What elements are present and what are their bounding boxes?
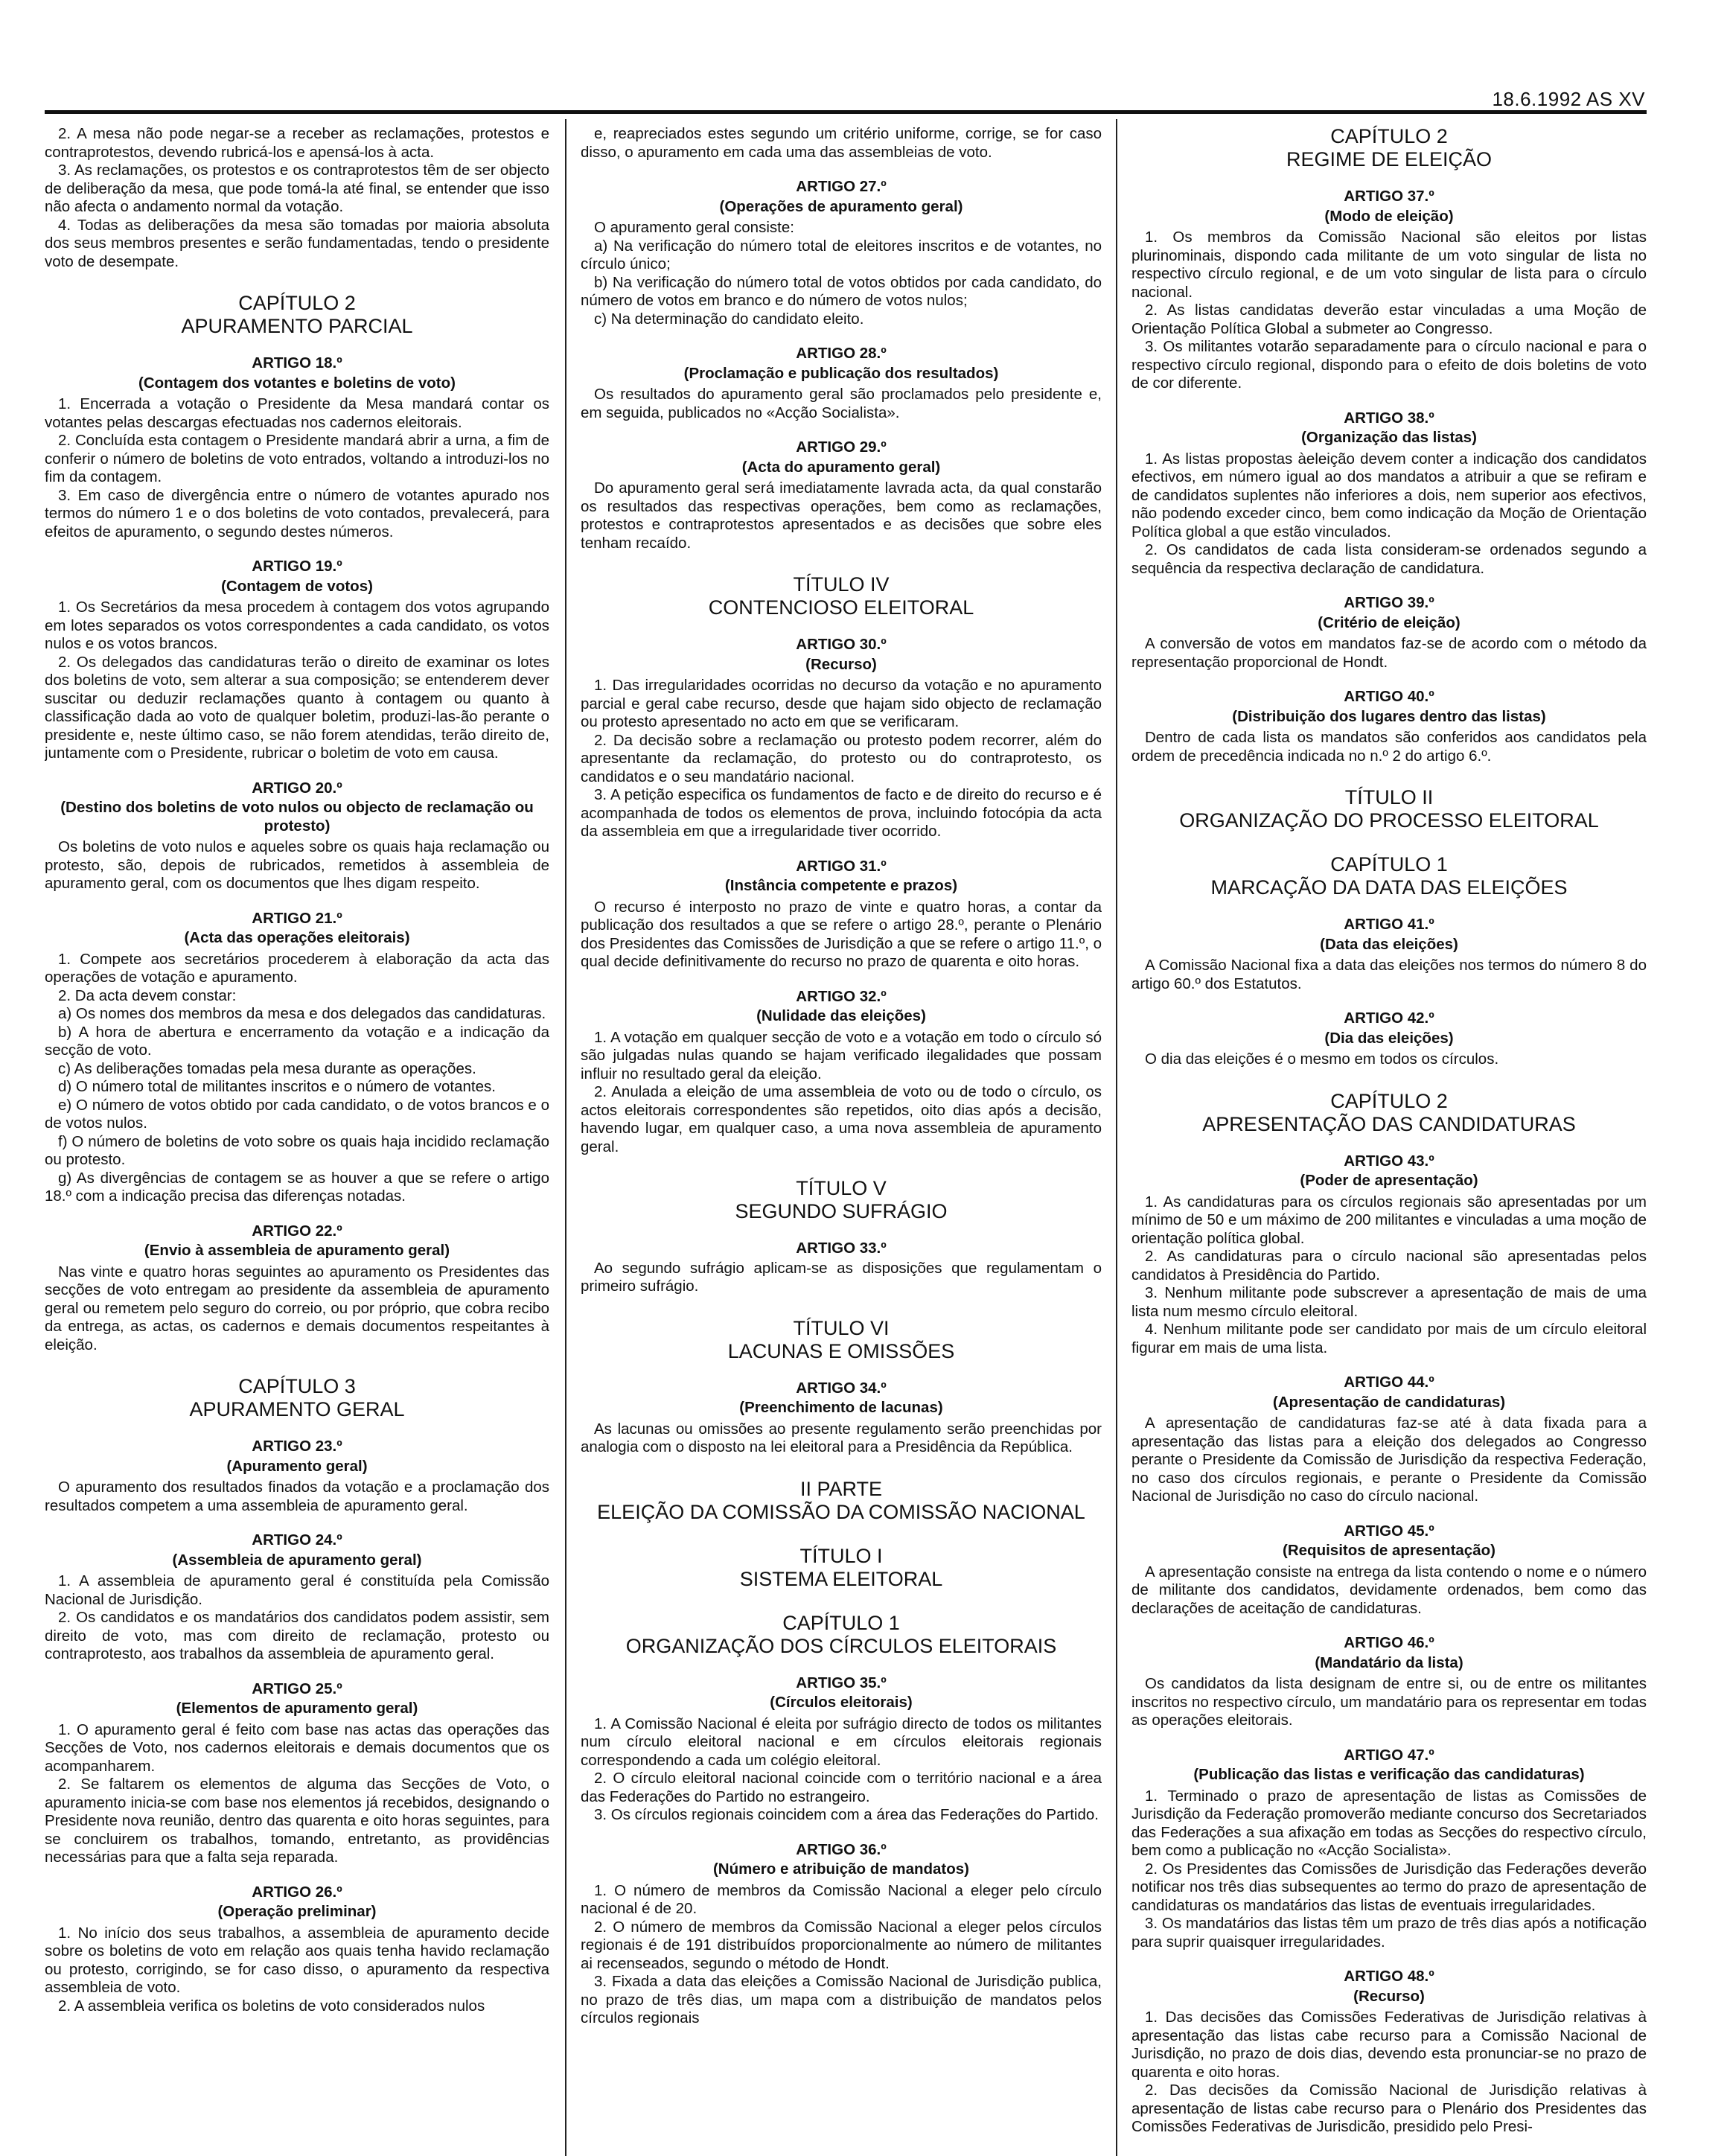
article — [45, 910, 549, 1206]
text-column-3 — [1131, 125, 1647, 2149]
paragraph: 2. A mesa não pode negar-se a receber as reclamações, protestos e contraprotestos, devendo rubricá-los e apensá-los à acta. — [45, 125, 549, 161]
heading-line: APRESENTAÇÃO DAS CANDIDATURAS — [1202, 1112, 1576, 1135]
article — [1131, 1634, 1647, 1730]
article — [45, 1222, 549, 1355]
paragraph: 1. Os membros da Comissão Nacional são eleitos por listas plurinominais, dispondo cada militante de um voto singular de lista no respectivo círculo regional, e de um voto singular de lista para o círculo nacional. — [1131, 229, 1647, 301]
paragraph: As lacunas ou omissões ao presente regulamento serão preenchidas por analogia com o disposto na lei eleitoral para a Presidência da República. — [581, 1420, 1102, 1455]
article-number: ARTIGO 48.º — [1344, 1968, 1434, 1985]
article — [581, 1674, 1102, 1825]
section-heading — [1131, 786, 1647, 832]
paragraph: c) As deliberações tomadas pela mesa durante as operações. — [58, 1059, 476, 1077]
article — [1131, 688, 1647, 765]
heading-line: SISTEMA ELEITORAL — [739, 1567, 943, 1590]
article — [1131, 1374, 1647, 1506]
paragraph: O dia das eleições é o mesmo em todos os círculos. — [1145, 1050, 1499, 1068]
section-heading — [1131, 125, 1647, 171]
article-number: ARTIGO 18.º — [252, 354, 342, 371]
text-column-1 — [45, 125, 549, 2149]
article-number: ARTIGO 23.º — [252, 1438, 342, 1455]
article-number: ARTIGO 22.º — [252, 1222, 342, 1240]
paragraph: 2. Das decisões da Comissão Nacional de Jurisdição relativas à apresentação de listas cabe recurso para o Plenário dos Presidentes das Comissões Federativas de Jurisdicão, presidido pelo Presi- — [1131, 2082, 1647, 2135]
paragraph: f) O número de boletins de voto sobre os quais haja incidido reclamação ou protesto. — [45, 1132, 549, 1168]
article-title: (Preenchimento de lacunas) — [739, 1399, 943, 1416]
article-number: ARTIGO 46.º — [1344, 1634, 1434, 1651]
paragraph: 2. As listas candidatas deverão estar vinculadas a uma Moção de Orientação Política Global a submeter ao Congresso. — [1131, 302, 1647, 337]
article-number: ARTIGO 30.º — [796, 636, 887, 653]
paragraph: Os boletins de voto nulos e aqueles sobre os quais haja reclamação ou protesto, são, depois de rubricados, remetidos à assembleia de apuramento geral, com os documentos que lhes digam respeito. — [45, 838, 549, 892]
article-title: (Nulidade das eleições) — [756, 1007, 926, 1024]
paragraph: 1. A assembleia de apuramento geral é constituída pela Comissão Nacional de Jurisdição. — [45, 1572, 549, 1608]
paragraph: 2. Os candidatos e os mandatários dos candidatos podem assistir, sem direito de voto, mas com direito de reclamação, protesto ou contraprotesto, aos trabalhos da assembleia de apuramento geral. — [45, 1609, 549, 1662]
paragraph: 1. Os Secretários da mesa procedem à contagem dos votos agrupando em lotes separados os votos correspondentes a cada candidato, os votos nulos e os votos brancos. — [45, 599, 549, 652]
section-heading — [45, 292, 549, 338]
heading-line: CAPÍTULO 2 — [1330, 1089, 1448, 1112]
article-number: ARTIGO 43.º — [1344, 1152, 1434, 1170]
paragraph: 2. Se faltarem os elementos de alguma das Secções de Voto, o apuramento inicia-se com base nos elementos já recebidos, designando o Presidente nova reunião, dentro das quarenta e oito horas seguintes, para se concluirem os trabalhos, tomando, entretanto, as providências necessárias para que a falta seja reparada. — [45, 1776, 549, 1866]
article-number: ARTIGO 21.º — [252, 909, 342, 927]
article-number: ARTIGO 42.º — [1344, 1010, 1434, 1027]
paragraph: 3. A petição especifica os fundamentos de facto e de direito do recurso e é acompanhada de todos os elementos de prova, incluindo fotocópia da acta da assembleia em que a irregularidade tiver ocorrido. — [581, 786, 1102, 840]
paragraph: Os resultados do apuramento geral são proclamados pelo presidente e, em seguida, publicados no «Acção Socialista». — [581, 386, 1102, 421]
article-number: ARTIGO 29.º — [796, 438, 887, 456]
column-divider — [565, 119, 566, 2156]
paragraph: 3. Os militantes votarão separadamente para o círculo nacional e para o respectivo círculo regional, dispondo para o efeito de dois boletins de voto de cor diferente. — [1131, 338, 1647, 392]
article-number: ARTIGO 44.º — [1344, 1374, 1434, 1391]
paragraph: 1. No início dos seus trabalhos, a assembleia de apuramento decide sobre os boletins de voto em relação aos quais tenha havido reclamação ou protesto, corrigindo, se for caso disso, o apuramento da respectiva assembleia de voto. — [45, 1924, 549, 1996]
heading-line: CAPÍTULO 1 — [782, 1611, 900, 1634]
article-title: (Contagem de votos) — [221, 577, 373, 595]
paragraph: O apuramento dos resultados finados da votação e a proclamação dos resultados competem a uma assembleia de apuramento geral. — [45, 1479, 549, 1514]
paragraph: 1. Compete aos secretários procederem à elaboração da acta das operações de votação e apuramento. — [45, 950, 549, 986]
paragraph: g) As divergências de contagem se as houver a que se refere o artigo 18.º com a indicação precisa das diferenças notadas. — [45, 1169, 549, 1205]
paragraph: 1. Encerrada a votação o Presidente da Mesa mandará contar os votantes pelas descargas efectuadas nos cadernos eleitorais. — [45, 395, 549, 431]
article — [1131, 1010, 1647, 1069]
paragraph: 1. A Comissão Nacional é eleita por sufrágio directo de todos os militantes num círculo eleitoral nacional e em círculos eleitorais regionais correspondendo a cada um colégio eleitoral. — [581, 1715, 1102, 1769]
article-title: (Destino dos boletins de voto nulos ou objecto de reclamação ou protesto) — [60, 799, 534, 835]
article-title: (Distribuição dos lugares dentro das listas) — [1232, 707, 1546, 725]
article-title: (Recurso) — [805, 655, 877, 673]
paragraph: A apresentação consiste na entrega da lista contendo o nome e o número de militante dos candidatos, devidamente ordenados, bem como das declarações de aceitação de candidaturas. — [1131, 1563, 1647, 1617]
heading-line: CAPÍTULO 2 — [238, 292, 356, 314]
heading-line: TÍTULO VI — [793, 1316, 890, 1339]
paragraph: 1. O número de membros da Comissão Nacional a eleger pelo círculo nacional é de 20. — [581, 1881, 1102, 1917]
article — [1131, 409, 1647, 578]
article-title: (Operação preliminar) — [217, 1903, 377, 1920]
section-heading — [581, 1612, 1102, 1658]
heading-line: CAPÍTULO 2 — [1330, 125, 1448, 147]
article-title: (Recurso) — [1353, 1987, 1425, 2005]
article-title: (Data das eleições) — [1320, 935, 1458, 953]
article-title: (Requisitos de apresentação) — [1283, 1542, 1495, 1559]
paragraph: 3. Fixada a data das eleições a Comissão Nacional de Jurisdição publica, no prazo de três dias, um mapa com a distribuição de mandatos pelos círculos regionais — [581, 1973, 1102, 2026]
article-number: ARTIGO 41.º — [1344, 916, 1434, 933]
paragraph: O recurso é interposto no prazo de vinte e quatro horas, a contar da publicação dos resultados a que se refere o artigo 28.º, perante o Plenário dos Presidentes das Comissões de Jurisdição a que se refere o artigo 11.º, o qual decide definitivamente do recurso no prazo de quarenta e oito horas. — [581, 898, 1102, 970]
paragraph: d) O número total de militantes inscritos e o número de votantes. — [58, 1078, 496, 1095]
article-title: (Modo de eleição) — [1324, 207, 1454, 225]
section-heading — [581, 1545, 1102, 1591]
heading-line: LACUNAS E OMISSÕES — [727, 1339, 955, 1362]
heading-line: ORGANIZAÇÃO DO PROCESSO ELEITORAL — [1179, 809, 1599, 832]
article-number: ARTIGO 24.º — [252, 1531, 342, 1549]
paragraph: Nas vinte e quatro horas seguintes ao apuramento os Presidentes das secções de voto entregam ao presidente da assembleia de apuramento geral ou remetem pelo seguro do correio, ou por próprio, que cobra recibo da entrega, as actas, os cadernos e demais documentos respeitantes à eleição. — [45, 1263, 549, 1353]
article-title: (Publicação das listas e verificação das candidaturas) — [1193, 1766, 1585, 1783]
article-number: ARTIGO 19.º — [252, 558, 342, 575]
paragraph: 1. A votação em qualquer secção de voto e a votação em todo o círculo só são julgadas nulas quando se hajam verificado ilegalidades que possam influir no resultado geral da eleição. — [581, 1028, 1102, 1082]
paragraph: 1. As listas propostas àeleição devem conter a indicação dos candidatos efectivos, em número igual ao dos mandatos a atribuir a que se refiram e de candidatos suplentes não inferiores a dois, nem superior aos efectivos, não podendo exceder cinco, bem como indicação da Moção de Orientação Política global a que estão vinculados. — [1131, 450, 1647, 540]
paragraph: a) Os nomes dos membros da mesa e dos delegados das candidaturas. — [58, 1005, 546, 1022]
paragraph: 2. As candidaturas para o círculo nacional são apresentadas pelos candidatos à Presidência do Partido. — [1131, 1248, 1647, 1283]
section-heading — [1131, 853, 1647, 899]
paragraph: 2. A assembleia verifica os boletins de voto considerados nulos — [58, 1997, 485, 2015]
article-title: (Apresentação de candidaturas) — [1272, 1393, 1506, 1411]
article — [45, 1531, 549, 1664]
heading-line: ELEIÇÃO DA COMISSÃO DA COMISSÃO NACIONAL — [597, 1500, 1085, 1523]
text-column-2 — [581, 125, 1102, 2149]
article-number: ARTIGO 38.º — [1344, 409, 1434, 427]
heading-line: APURAMENTO GERAL — [189, 1398, 405, 1420]
paragraph: b) A hora de abertura e encerramento da votação e a indicação da secção de voto. — [45, 1023, 549, 1059]
article-title: (Elementos de apuramento geral) — [176, 1700, 418, 1717]
paragraph: 4. Nenhum militante pode ser candidato por mais de um círculo eleitoral figurar em mais de uma lista. — [1131, 1321, 1647, 1356]
article — [581, 858, 1102, 972]
section-heading — [1131, 1090, 1647, 1136]
article — [581, 1380, 1102, 1457]
article-title: (Círculos eleitorais) — [770, 1694, 913, 1711]
header-rule — [45, 110, 1647, 114]
heading-line: REGIME DE ELEIÇÃO — [1286, 148, 1493, 170]
paragraph: 3. As reclamações, os protestos e os contraprotestos têm de ser objecto de deliberação da mesa, que pode tomá-la até final, se entender que isso não afecta o andamento normal da votação. — [45, 162, 549, 215]
section-heading — [581, 1478, 1102, 1524]
article-title: (Acta do apuramento geral) — [741, 458, 941, 476]
article — [45, 1438, 549, 1515]
article — [1131, 594, 1647, 672]
article-number: ARTIGO 28.º — [796, 345, 887, 362]
article — [1131, 916, 1647, 993]
article-number: ARTIGO 36.º — [796, 1840, 887, 1858]
paragraph: Os candidatos da lista designam de entre si, ou de entre os militantes inscritos no respectivo círculo, um mandatário para os representar em todas as operações eleitorais. — [1131, 1675, 1647, 1729]
article-number: ARTIGO 32.º — [796, 987, 887, 1005]
paragraph: A conversão de votos em mandatos faz-se de acordo com o método da representação proporcional de Hondt. — [1131, 635, 1647, 671]
article-number: ARTIGO 35.º — [796, 1674, 887, 1691]
paragraph: A apresentação de candidaturas faz-se até à data fixada para a apresentação das listas para a eleição dos delegados ao Congresso perante o Presidente da Comissão de Jurisdição da respectiva Federação, no caso dos círculos regionais, e perante o Presidente da Comissão Nacional de Jurisdição no caso do círculo nacional. — [1131, 1415, 1647, 1505]
paragraph: 3. Em caso de divergência entre o número de votantes apurado nos termos do número 1 e o dos boletins de voto contados, prevalecerá, para efeitos de apuramento, o segundo destes números. — [45, 486, 549, 540]
article-title: (Acta das operações eleitorais) — [184, 929, 410, 946]
paragraph: e, reapreciados estes segundo um critério uniforme, corrige, se for caso disso, o apuramento em cada uma das assembleias de voto. — [581, 125, 1102, 161]
heading-line: CONTENCIOSO ELEITORAL — [708, 596, 974, 619]
paragraph: 2. Os delegados das candidaturas terão o direito de examinar os lotes dos boletins de voto, sem alterar a sua composição; se entenderem dever suscitar ou deduzir reclamações quanto à contagem ou quanto à classificação dada ao voto de qualquer boletim, produzi-las-ão perante o presidente e, neste último caso, se não forem atendidas, terão direito de, juntamente com o Presidente, rubricar o boletim de voto em causa. — [45, 653, 549, 762]
article — [45, 1884, 549, 2016]
article — [45, 779, 549, 893]
article-number: ARTIGO 25.º — [252, 1680, 342, 1697]
paragraph: 3. Os mandatários das listas têm um prazo de três dias após a notificação para suprir quaisquer irregularidades. — [1131, 1915, 1647, 1951]
paragraph: 1. O apuramento geral é feito com base nas actas das operações das Secções de Voto, nos cadernos eleitorais e demais documentos que os acompanharem. — [45, 1720, 549, 1775]
article-number: ARTIGO 34.º — [796, 1379, 887, 1397]
article-title: (Instância competente e prazos) — [724, 877, 958, 894]
paragraph: 3. Nenhum militante pode subscrever a apresentação de mais de uma lista num mesmo círculo eleitoral. — [1131, 1284, 1647, 1320]
heading-line: MARCAÇÃO DA DATA DAS ELEIÇÕES — [1210, 876, 1568, 899]
article-number: ARTIGO 45.º — [1344, 1522, 1434, 1540]
article — [45, 558, 549, 763]
article — [581, 438, 1102, 552]
article — [581, 178, 1102, 328]
article-title: (Envio à assembleia de apuramento geral) — [144, 1242, 450, 1259]
paragraph: 1. As candidaturas para os círculos regionais são apresentadas por um mínimo de 50 e um máximo de 200 militantes e vinculadas a uma moção de orientação política global. — [1131, 1193, 1647, 1247]
article-title: (Operações de apuramento geral) — [719, 197, 963, 215]
paragraph: b) Na verificação do número total de votos obtidos por cada candidato, do número de votos em branco e do número de votos nulos; — [581, 273, 1102, 309]
article — [45, 354, 549, 541]
heading-line: II PARTE — [799, 1477, 883, 1500]
article-number: ARTIGO 31.º — [796, 857, 887, 875]
article — [1131, 1747, 1647, 1952]
article-title: (Organização das listas) — [1301, 429, 1477, 446]
article — [581, 988, 1102, 1157]
paragraph: 2. O número de membros da Comissão Nacional a eleger pelos círculos regionais é de 191 distribuídos proporcionalmente ao número de militantes ai recenseados, segundo o método de Hondt. — [581, 1918, 1102, 1972]
paragraph: Dentro de cada lista os mandatos são conferidos aos candidatos pela ordem de precedência indicada no n.º 2 do artigo 6.º. — [1131, 729, 1647, 765]
article-title: (Mandatário da lista) — [1315, 1653, 1463, 1671]
article-title: (Assembleia de apuramento geral) — [172, 1551, 422, 1569]
article-number: ARTIGO 26.º — [252, 1883, 342, 1901]
section-heading — [581, 573, 1102, 619]
paragraph: 1. Das decisões das Comissões Federativas de Jurisdição relativas à apresentação das listas cabe recurso para a Comissão Nacional de Jurisdição, no prazo de dois dias, devendo esta pronunciar-se no prazo de quarenta e oito horas. — [1131, 2009, 1647, 2081]
page-header-ref: 18.6.1992 AS XV — [1492, 88, 1645, 110]
heading-line: SEGUNDO SUFRÁGIO — [735, 1200, 948, 1222]
article — [1131, 1522, 1647, 1618]
article — [581, 1240, 1102, 1296]
paragraph: 2. Da decisão sobre a reclamação ou protesto podem recorrer, além do apresentante da reclamação, do protesto ou do contraprotesto, os candidatos e o seu mandatário nacional. — [581, 731, 1102, 785]
paragraph: 4. Todas as deliberações da mesa são tomadas por maioria absoluta dos seus membros presentes e serão fundamentadas, tendo o presidente voto de desempate. — [45, 216, 549, 270]
paragraph: Do apuramento geral será imediatamente lavrada acta, da qual constarão os resultados das respectivas operações, bem como as reclamações, protestos e contraprotestos apresentados e as decisões que sobre eles tenham recaído. — [581, 479, 1102, 552]
heading-line: CAPÍTULO 1 — [1330, 853, 1448, 876]
article — [1131, 1968, 1647, 2137]
article — [1131, 188, 1647, 393]
paragraph: e) O número de votos obtido por cada candidato, o de votos brancos e o de votos nulos. — [45, 1096, 549, 1132]
paragraph: a) Na verificação do número total de eleitores inscritos e de votantes, no círculo único; — [581, 237, 1102, 272]
article-title: (Apuramento geral) — [226, 1457, 368, 1475]
paragraph: 1. Terminado o prazo de apresentação de listas as Comissões de Jurisdição da Federação promoverão mediante concurso dos Secretariados das Federações a sua afixação em todas as Secções do respectivo círculo, bem como a publicação no «Acção Socialista». — [1131, 1787, 1647, 1859]
article-title: (Dia das eleições) — [1324, 1029, 1454, 1047]
article-number: ARTIGO 40.º — [1344, 688, 1434, 705]
paragraph: 3. Os círculos regionais coincidem com a área das Federações do Partido. — [594, 1806, 1099, 1823]
article — [581, 345, 1102, 422]
article-number: ARTIGO 33.º — [796, 1240, 887, 1257]
article — [45, 1680, 549, 1867]
article-number: ARTIGO 39.º — [1344, 594, 1434, 611]
heading-line: TÍTULO I — [799, 1544, 883, 1567]
paragraph: 2. O círculo eleitoral nacional coincide com o território nacional e a área das Federações do Partido no estrangeiro. — [581, 1770, 1102, 1805]
paragraph: 2. Da acta devem constar: — [58, 986, 237, 1004]
paragraph: 2. Os Presidentes das Comissões de Jurisdição das Federações deverão notificar nos três dias subsequentes ao termo do prazo de apresentação de candidaturas os mandatários das listas de eventuais irregularidades. — [1131, 1860, 1647, 1914]
section-heading — [581, 1317, 1102, 1363]
article-title: (Critério de eleição) — [1318, 613, 1461, 631]
article-title: (Poder de apresentação) — [1300, 1172, 1478, 1189]
paragraph: c) Na determinação do candidato eleito. — [594, 310, 864, 328]
paragraph: 1. Das irregularidades ocorridas no decurso da votação e no apuramento parcial e geral cabe recurso, desde que hajam sido objecto de reclamação ou protesto apresentado no acto em que se verificaram. — [581, 677, 1102, 730]
article-number: ARTIGO 37.º — [1344, 188, 1434, 205]
article-title: (Proclamação e publicação dos resultados) — [683, 364, 999, 382]
article — [581, 1841, 1102, 2028]
paragraph: Ao segundo sufrágio aplicam-se as disposições que regulamentam o primeiro sufrágio. — [581, 1259, 1102, 1295]
article-number: ARTIGO 47.º — [1344, 1746, 1434, 1764]
article — [1131, 1152, 1647, 1358]
heading-line: ORGANIZAÇÃO DOS CÍRCULOS ELEITORAIS — [625, 1634, 1057, 1657]
column-divider — [1116, 119, 1117, 2156]
heading-line: TÍTULO II — [1344, 786, 1434, 808]
paragraph: A Comissão Nacional fixa a data das eleições nos termos do número 8 do artigo 60.º dos Estatutos. — [1131, 957, 1647, 992]
heading-line: APURAMENTO PARCIAL — [181, 315, 413, 337]
paragraph: O apuramento geral consiste: — [594, 219, 794, 236]
paragraph: 2. Os candidatos de cada lista consideram-se ordenados segundo a sequência da respectiva declaração de candidatura. — [1131, 541, 1647, 577]
heading-line: CAPÍTULO 3 — [238, 1375, 356, 1397]
paragraph: 2. Anulada a eleição de uma assembleia de voto ou de todo o círculo, os actos eleitorais correspondentes são repetidos, oito dias após a decisão, havendo lugar, em qualquer caso, a uma nova assembleia de apuramento geral. — [581, 1083, 1102, 1155]
article-number: ARTIGO 27.º — [796, 178, 887, 195]
article-title: (Número e atribuição de mandatos) — [712, 1860, 969, 1878]
heading-line: TÍTULO IV — [793, 573, 890, 596]
section-heading — [581, 1177, 1102, 1223]
heading-line: TÍTULO V — [796, 1177, 887, 1199]
section-heading — [45, 1375, 549, 1421]
article-title: (Contagem dos votantes e boletins de voto) — [138, 374, 456, 392]
paragraph: 2. Concluída esta contagem o Presidente mandará abrir a urna, a fim de conferir o número de boletins de voto entrados, voltando a introduzi-los no fim da contagem. — [45, 432, 549, 485]
article-number: ARTIGO 20.º — [252, 779, 342, 797]
article — [581, 636, 1102, 841]
